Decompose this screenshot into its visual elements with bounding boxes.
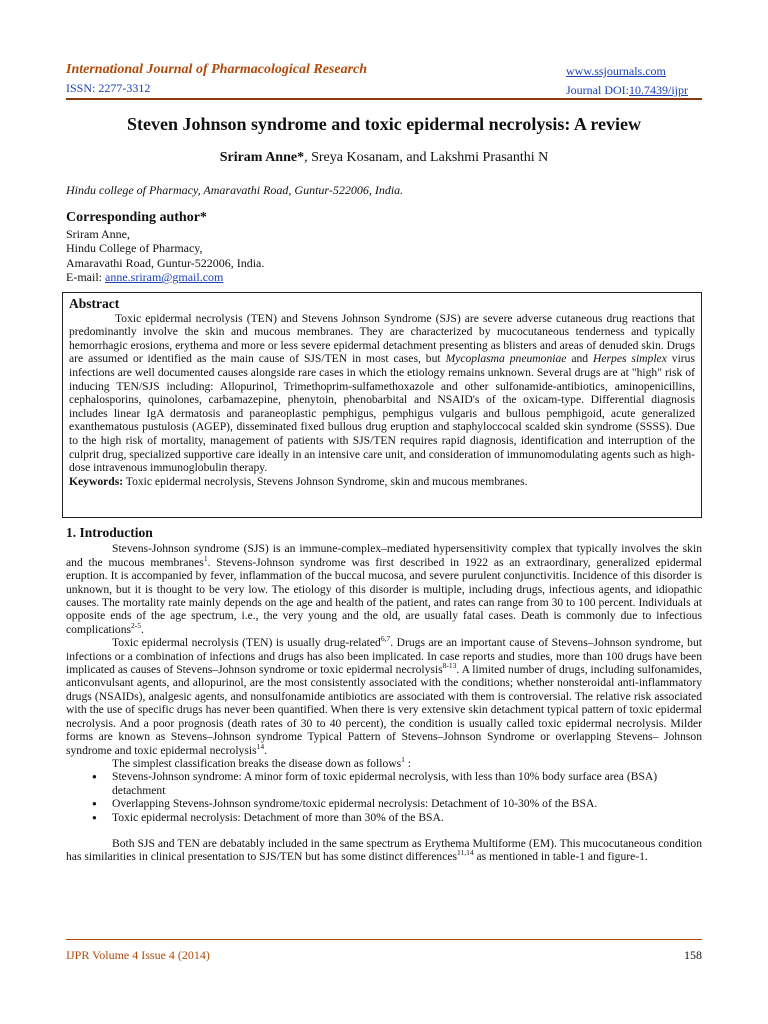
lead-author: Sriram Anne* (219, 150, 305, 165)
citation-14: 14 (256, 741, 265, 751)
introduction-section (66, 526, 702, 864)
abstract-part-b: virus infections are well documented causes alongside rare cases in which the etiology remains unknown. Several drugs are at "high" risk of inducing TEN/SJS including: Allopurinol, Trimethoprim-sulfamethoxazole and other sulfonamide-antibiotics, aminopenicillins, cephalosporins, quinolones, carbamazepine, phenytoin, phenobarbital and NSAID's of the oxicam-type. Differential diagnosis includes linear IgA dermatosis and paraneoplastic pemphigus, pemphigus vulgaris and bullous pemphigoid, acute generalized exanthematous pustulosis (AGEP), disseminated fixed bullous drug eruption and staphyloccocal scalded skin syndrome (SSSS). Due to the high risk of mortality, management of patients with SJS/TEN requires rapid diagnosis, identification and interruption of the culprit drug, specialized supportive care ideally in an intensive care unit, and consideration of immunomodulating agents such as high-dose intravenous immunoglobulin therapy. (69, 352, 695, 475)
p3-text-a: The simplest classification breaks the disease down as follows (112, 756, 402, 770)
section-heading: 1. Introduction (66, 525, 153, 540)
p1-text-c: . (141, 622, 144, 636)
classification-list (66, 770, 702, 824)
co-authors: , Sreya Kosanam, and Lakshmi Prasanthi N (304, 150, 549, 165)
affiliation: Hindu college of Pharmacy, Amaravathi Road, Guntur-522006, India. (66, 183, 404, 197)
p4-text-b: as mentioned in table-1 and figure-1. (473, 850, 648, 864)
keywords-text: Toxic epidermal necrolysis, Stevens Johnson Syndrome, skin and mucous membranes. (123, 474, 528, 488)
issn: ISSN: 2277-3312 (66, 81, 151, 95)
website-link[interactable]: www.ssjournals.com (566, 64, 666, 78)
paper-title: Steven Johnson syndrome and toxic epidermal necrolysis: A review (126, 114, 641, 134)
header-divider (66, 98, 702, 100)
intro-paragraph-4 (66, 837, 702, 864)
citation-1: 1 (203, 553, 208, 563)
p1-text-b: . Stevens-Johnson syndrome was first described in 1922 as an extraordinary, generalized epidermal eruption. It is accompanied by fever, inflammation of the buccal mucosa, and severe purulent conjunctivitis. Incidence of this disorder is unknown, but it is thought to be very low. The etiology of this disorder is multiple, including drugs, infectious agents, and idiopathic causes. The mortality rate mainly depends on the age and health of the patient, and rates can range from 30 to 100 percent. Individuals at opposite ends of the age spectrum, i.e., the very young and the old, are usually fatal cases. Death is commonly due to infectious complications (66, 555, 703, 636)
p2-text-a: Toxic epidermal necrolysis (TEN) is usually drug-related (112, 636, 381, 650)
p1-text-a: Stevens-Johnson syndrome (SJS) is an immune-complex–mediated hypersensitivity complex that typically involves the skin and the mucous membranes (66, 542, 702, 569)
journal-header (66, 62, 367, 96)
intro-paragraph-3 (66, 757, 702, 770)
doi-label: Journal DOI: (566, 83, 629, 97)
journal-links (566, 64, 702, 98)
abstract-box (62, 292, 702, 518)
abstract-part-a: Toxic epidermal necrolysis (TEN) and Stevens Johnson Syndrome (SJS) are severe adverse cutaneous drug reactions that predominantly involve the skin and mucous membranes. They are characterized by mucocutaneous tenderness and typically hemorrhagic erosions, erythema and more or less severe epidermal detachment presenting as blisters and areas of denuded skin. Drugs are assumed or identified as the main cause of SJS/TEN in most cases, but (69, 311, 695, 366)
doi-link[interactable]: 10.7439/ijpr (629, 83, 688, 97)
citation-6-7: 6,7 (380, 634, 391, 644)
journal-doi (566, 83, 702, 98)
email-label: E-mail: (66, 270, 105, 284)
abstract-text (69, 312, 695, 475)
abstract-heading: Abstract (69, 296, 120, 311)
list-item: ● Toxic epidermal necrolysis: Detachment of more than 30% of the BSA. (66, 811, 702, 824)
intro-paragraph-1 (66, 542, 702, 636)
abstract-and: and (566, 352, 594, 366)
corresponding-name: Sriram Anne, (66, 226, 130, 241)
list-item: ● Overlapping Stevens-Johnson syndrome/toxic epidermal necrolysis: Detachment of 10-30% of the BSA. (66, 797, 702, 810)
keywords (69, 475, 527, 488)
citation-1b: 1 (401, 755, 405, 765)
corresponding-address: Amaravathi Road, Guntur-522006, India. (66, 255, 265, 270)
citation-8-13: 8-13 (442, 661, 457, 671)
p3-text-b: : (404, 756, 412, 770)
volume-info: IJPR Volume 4 Issue 4 (2014) (66, 948, 210, 962)
email-link[interactable]: anne.sriram@gmail.com (105, 270, 224, 284)
citation-11-14: 11,14 (457, 848, 474, 858)
corresponding-email (66, 270, 264, 285)
p2-text-b: . Drugs are an important cause of Stevens–Johnson syndrome, but infections or a combination of infections and drugs has also been implicated. In case reports and studies, more than 100 drugs have been implicated as causes of Stevens–Johnson syndrome or toxic epidermal necrolysis (66, 636, 702, 677)
list-item: ● Stevens-Johnson syndrome: A minor form of toxic epidermal necrolysis, with less than 10% body surface area (BSA) detachment (66, 770, 702, 797)
author-list (0, 150, 768, 166)
p2-text-c: . A limited number of drugs, including sulfonamides, anticonvulsant agents, and allopurinol, are the most consistently associated with the conditions; whether nonsteroidal anti-inflammatory drugs (NSAIDs), analgesic agents, and nonsulfonamide antibiotics are associated with them is controversial. The relative risk associated with the use of specific drugs has never been quantified. When there is very extensive skin detachment typical pattern of toxic epidermal necrolysis. And a poor prognosis (death rates of 30 to 40 percent), the condition is usually called toxic epidermal necrolysis. Milder forms are known as Stevens–Johnson syndrome Typical Pattern of Stevens–Johnson Syndrome or overlapping Stevens– Johnson syndrome and toxic epidermal necrolysis (66, 663, 702, 757)
paragraph-gap (66, 824, 702, 837)
citation-2-5: 2-5 (131, 620, 142, 630)
corresponding-heading: Corresponding author* (66, 210, 207, 225)
page-number: 158 (684, 948, 702, 962)
corresponding-author (66, 211, 264, 285)
intro-paragraph-2 (66, 636, 702, 757)
p4-text-a: Both SJS and TEN are debatably included in the same spectrum as Erythema Multiforme (EM). This mucocutaneous condition has similarities in clinical presentation to SJS/TEN but has some distinct differences (66, 836, 702, 864)
footer-divider (66, 939, 702, 940)
organism-herpes: Herpes simplex (593, 352, 667, 366)
corresponding-institution: Hindu College of Pharmacy, (66, 241, 203, 255)
organism-mycoplasma: Mycoplasma pneumoniae (445, 352, 567, 366)
p2-text-d: . (264, 743, 268, 757)
journal-name: International Journal of Pharmacological Research (66, 62, 368, 77)
keywords-label: Keywords: (69, 474, 124, 488)
